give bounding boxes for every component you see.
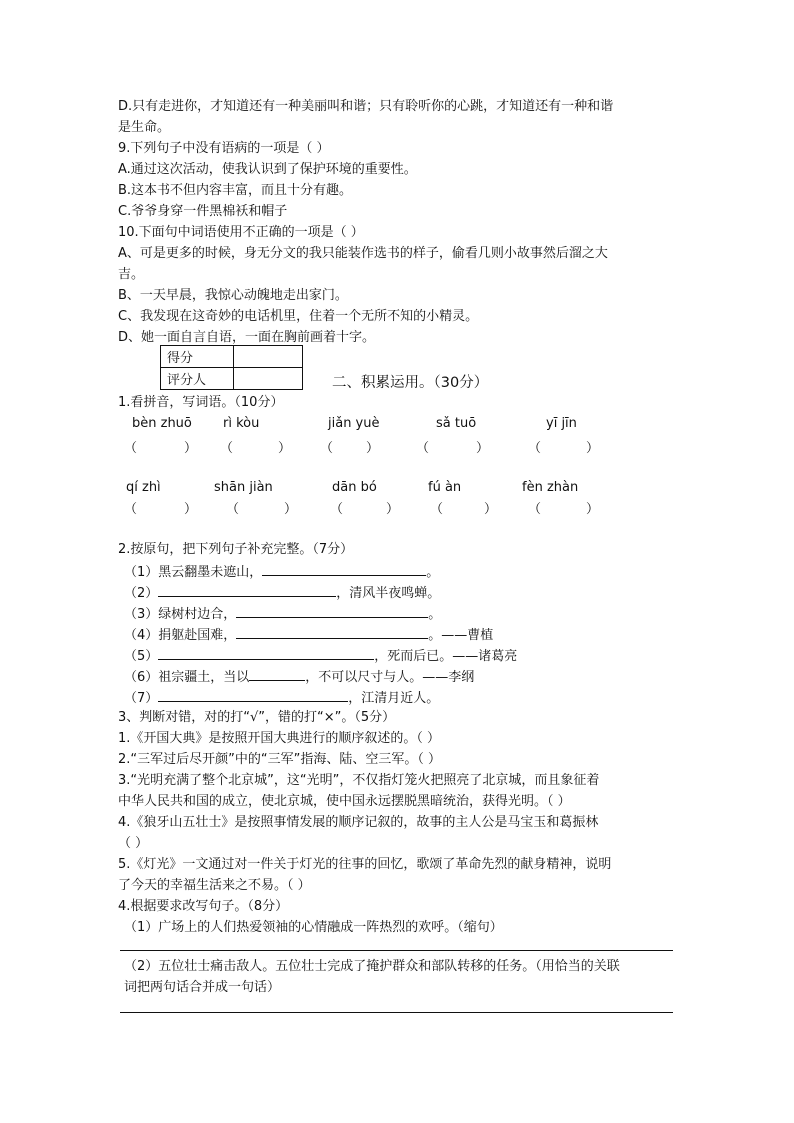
answer-close: ） [386, 502, 400, 517]
pinyin-item: jiǎn yuè [328, 416, 380, 431]
answer-blank[interactable] [158, 646, 374, 660]
q2-s7-before: （7） [124, 691, 159, 706]
pinyin-row-1 [118, 416, 618, 436]
answer-blank[interactable] [236, 604, 428, 618]
pinyin-row-2 [118, 480, 618, 500]
pinyin-item: sǎ tuō [436, 416, 477, 431]
q2-s1-after: 。 [426, 565, 440, 580]
answer-open: （ [430, 502, 444, 517]
score-label: 得分 [161, 346, 234, 368]
q10-option-a-line2: 吉。 [118, 267, 145, 282]
pinyin-item: shān jiàn [214, 480, 273, 495]
q2-s7-after: ，江清月近人。 [348, 691, 440, 706]
q2-sentence-7 [124, 688, 439, 708]
grader-label: 评分人 [161, 368, 234, 390]
q2-s4-before: （4）捐躯赴国难， [124, 628, 237, 643]
answer-blank[interactable] [236, 625, 428, 639]
answer-blank[interactable] [158, 688, 348, 702]
answer-open: （ [416, 441, 430, 456]
answer-close: ） [278, 441, 292, 456]
grader-value-cell [234, 368, 303, 390]
pinyin-item: qí zhì [126, 480, 161, 495]
q4-sentence-2-line1: （2）五位壮士痛击敌人。五位壮士完成了掩护群众和部队转移的任务。（用恰当的关联 [124, 959, 620, 974]
q10-option-a-line1: A、可是更多的时候，身无分文的我只能装作选书的样子，偷看几则小故事然后溜之大 [118, 246, 608, 261]
answer-row-1 [118, 437, 618, 457]
answer-line[interactable] [120, 950, 673, 951]
q3-item-4-line2: （ ） [118, 836, 149, 851]
pinyin-item: dān bó [332, 480, 377, 495]
answer-close: ） [476, 441, 490, 456]
answer-close: ） [586, 441, 600, 456]
q9-option-b: B.这本书不但内容丰富，而且十分有趣。 [118, 183, 353, 198]
pinyin-item: fèn zhàn [522, 480, 579, 495]
q1-stem: 1.看拼音，写词语。（10分） [118, 395, 284, 410]
q9-option-a: A.通过这次活动，使我认识到了保护环境的重要性。 [118, 162, 417, 177]
q8-option-d-line1: D.只有走进你，才知道还有一种美丽叫和谐；只有聆听你的心跳，才知道还有一种和谐 [118, 99, 614, 114]
answer-close: ） [184, 502, 198, 517]
answer-close: ） [184, 441, 198, 456]
answer-blank[interactable] [262, 562, 426, 576]
answer-open: （ [528, 502, 542, 517]
answer-close: ） [484, 502, 498, 517]
q2-s5-after: ，死而后已。——诸葛亮 [374, 649, 518, 664]
q4-stem: 4.根据要求改写句子。（8分） [118, 899, 289, 914]
answer-close: ） [284, 502, 298, 517]
answer-open: （ [226, 502, 240, 517]
q2-s2-before: （2） [124, 586, 159, 601]
pinyin-item: yī jīn [546, 416, 577, 431]
q3-item-2: 2.“三军过后尽开颜”中的“三军”指海、陆、空三军。（ ） [118, 752, 441, 767]
pinyin-item: fú àn [428, 480, 462, 495]
pinyin-item: bèn zhuō [132, 416, 192, 431]
q10-stem: 10.下面句中词语使用不正确的一项是（ ） [118, 225, 364, 240]
answer-blank[interactable] [158, 583, 336, 597]
q2-sentence-5 [124, 646, 517, 666]
q10-option-b: B、一天早晨，我惊心动魄地走出家门。 [118, 288, 348, 303]
q3-item-5-line2: 了今天的幸福生活来之不易。（ ） [118, 878, 311, 893]
q2-sentence-3 [124, 604, 441, 624]
q2-sentence-1 [124, 562, 439, 582]
answer-open: （ [330, 502, 344, 517]
q3-item-4-line1: 4.《狼牙山五壮士》是按照事情发展的顺序记叙的，故事的主人公是马宝玉和葛振林 [118, 815, 599, 830]
answer-open: （ [528, 441, 542, 456]
q10-option-c: C、我发现在这奇妙的电话机里，住着一个无所不知的小精灵。 [118, 309, 479, 324]
answer-close: ） [586, 502, 600, 517]
q8-option-d-line2: 是生命。 [118, 120, 171, 135]
answer-close: ） [366, 441, 380, 456]
q9-option-c: C.爷爷身穿一件黑棉袄和帽子 [118, 204, 288, 219]
q3-item-3-line1: 3.“光明充满了整个北京城”，这“光明”，不仅指灯笼火把照亮了北京城，而且象征着 [118, 773, 600, 788]
answer-open: （ [220, 441, 234, 456]
q3-item-5-line1: 5.《灯光》一文通过对一件关于灯光的往事的回忆，歌颂了革命先烈的献身精神，说明 [118, 857, 612, 872]
q2-s5-before: （5） [124, 649, 159, 664]
q2-sentence-6 [124, 667, 474, 687]
score-table [160, 345, 303, 390]
q4-sentence-2-line2: 词把两句话合并成一句话） [124, 980, 281, 995]
q10-option-d: D、她一面自言自语，一面在胸前画着十字。 [118, 330, 376, 345]
answer-open: （ [124, 441, 138, 456]
answer-row-2 [118, 498, 618, 518]
q2-s3-after: 。 [428, 607, 442, 622]
q3-item-1: 1.《开国大典》是按照开国大典进行的顺序叙述的。（ ） [118, 731, 441, 746]
answer-line[interactable] [120, 1012, 673, 1013]
q2-s1-before: （1）黑云翻墨未遮山， [124, 565, 263, 580]
section2-title: 二、积累运用。（30分） [332, 375, 489, 391]
score-value-cell [234, 346, 303, 368]
q2-s3-before: （3）绿树村边合， [124, 607, 237, 622]
q9-stem: 9.下列句子中没有语病的一项是（ ） [118, 141, 330, 156]
answer-open: （ [124, 502, 138, 517]
q4-sentence-1: （1）广场上的人们热爱领袖的心情融成一阵热烈的欢呼。（缩句） [124, 920, 503, 935]
q2-s4-after: 。——曹植 [428, 628, 494, 643]
q3-stem: 3、判断对错，对的打“√”，错的打“×”。（5分） [118, 710, 396, 725]
answer-open: （ [320, 441, 334, 456]
q2-s6-before: （6）祖宗疆土，当以 [124, 670, 250, 685]
q2-stem: 2.按原句，把下列句子补充完整。（7分） [118, 542, 354, 557]
pinyin-item: rì kòu [223, 416, 260, 431]
q2-s2-after: ，清风半夜鸣蝉。 [336, 586, 441, 601]
q3-item-3-line2: 中华人民共和国的成立，使北京城，使中国永远摆脱黑暗统治，获得光明。（ ） [118, 794, 571, 809]
q2-s6-after: ，不可以尺寸与人。——李纲 [305, 670, 475, 685]
answer-blank[interactable] [249, 667, 305, 681]
q2-sentence-4 [124, 625, 493, 645]
q2-sentence-2 [124, 583, 440, 603]
